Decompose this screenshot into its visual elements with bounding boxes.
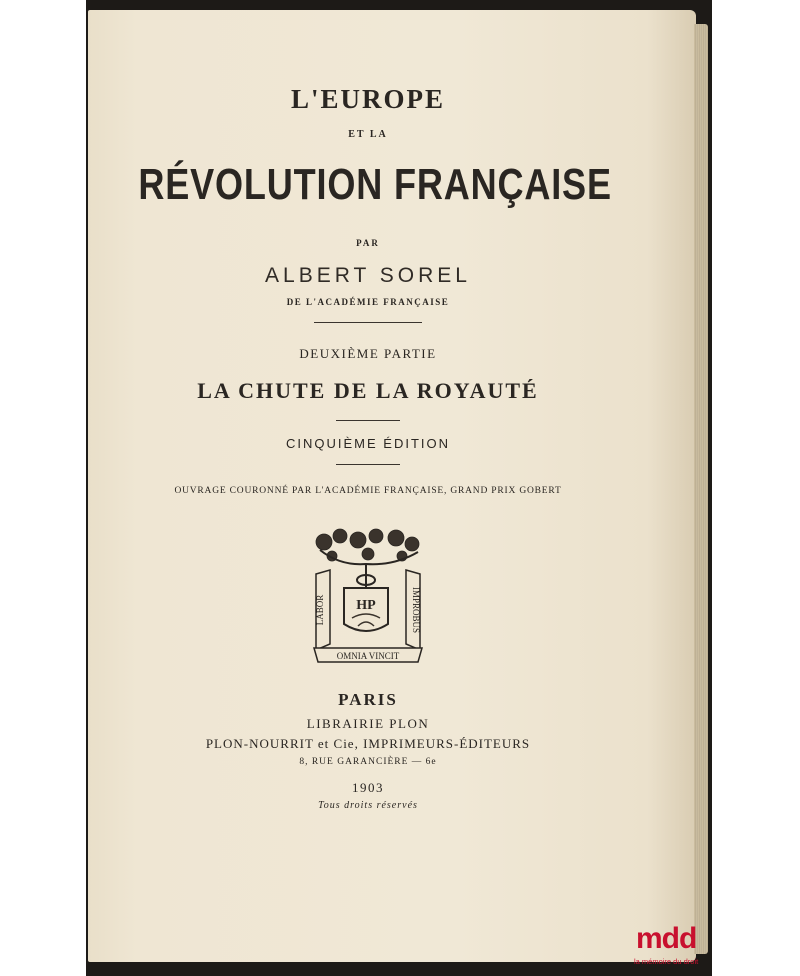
imprint-address: 8, RUE GARANCIÈRE — 6e: [299, 757, 437, 767]
watermark-letters: mdd: [636, 922, 697, 955]
award-line: OUVRAGE COURONNÉ PAR L'ACADÉMIE FRANÇAISE, GRAND PRIX GOBERT: [174, 486, 562, 496]
author-name: ALBERT SOREL: [265, 264, 471, 287]
imprint-city: PARIS: [338, 690, 398, 709]
part-title: LA CHUTE DE LA ROYAUTÉ: [197, 378, 539, 403]
title-line-et-la: ET LA: [348, 129, 388, 140]
part-number: DEUXIÈME PARTIE: [299, 346, 437, 361]
divider-rule: [314, 322, 422, 323]
imprint-year: 1903: [352, 780, 384, 795]
by-line: PAR: [356, 238, 380, 248]
watermark-tagline: la mémoire du droit: [634, 957, 699, 966]
divider-rule: [336, 464, 400, 465]
title-line-revolution: RÉVOLUTION FRANÇAISE: [138, 160, 612, 209]
page-edges: [694, 24, 708, 954]
mdd-watermark-logo: [632, 922, 712, 972]
author-affiliation: DE L'ACADÉMIE FRANÇAISE: [286, 297, 450, 307]
emblem-monogram: HP: [356, 598, 376, 613]
rights-notice: Tous droits réservés: [318, 800, 418, 811]
title-line-europe: L'EUROPE: [290, 84, 446, 114]
edition-label: CINQUIÈME ÉDITION: [285, 436, 450, 451]
motto-bottom: OMNIA VINCIT: [336, 651, 400, 661]
publisher-emblem-icon: [310, 526, 426, 666]
motto-left: LABOR: [315, 594, 325, 626]
divider-rule: [336, 420, 400, 421]
imprint-printer: PLON-NOURRIT et Cie, IMPRIMEURS-ÉDITEURS: [205, 736, 531, 751]
motto-right: IMPROBUS: [411, 586, 421, 634]
imprint-publisher: LIBRAIRIE PLON: [306, 716, 430, 731]
title-page: [88, 0, 648, 976]
